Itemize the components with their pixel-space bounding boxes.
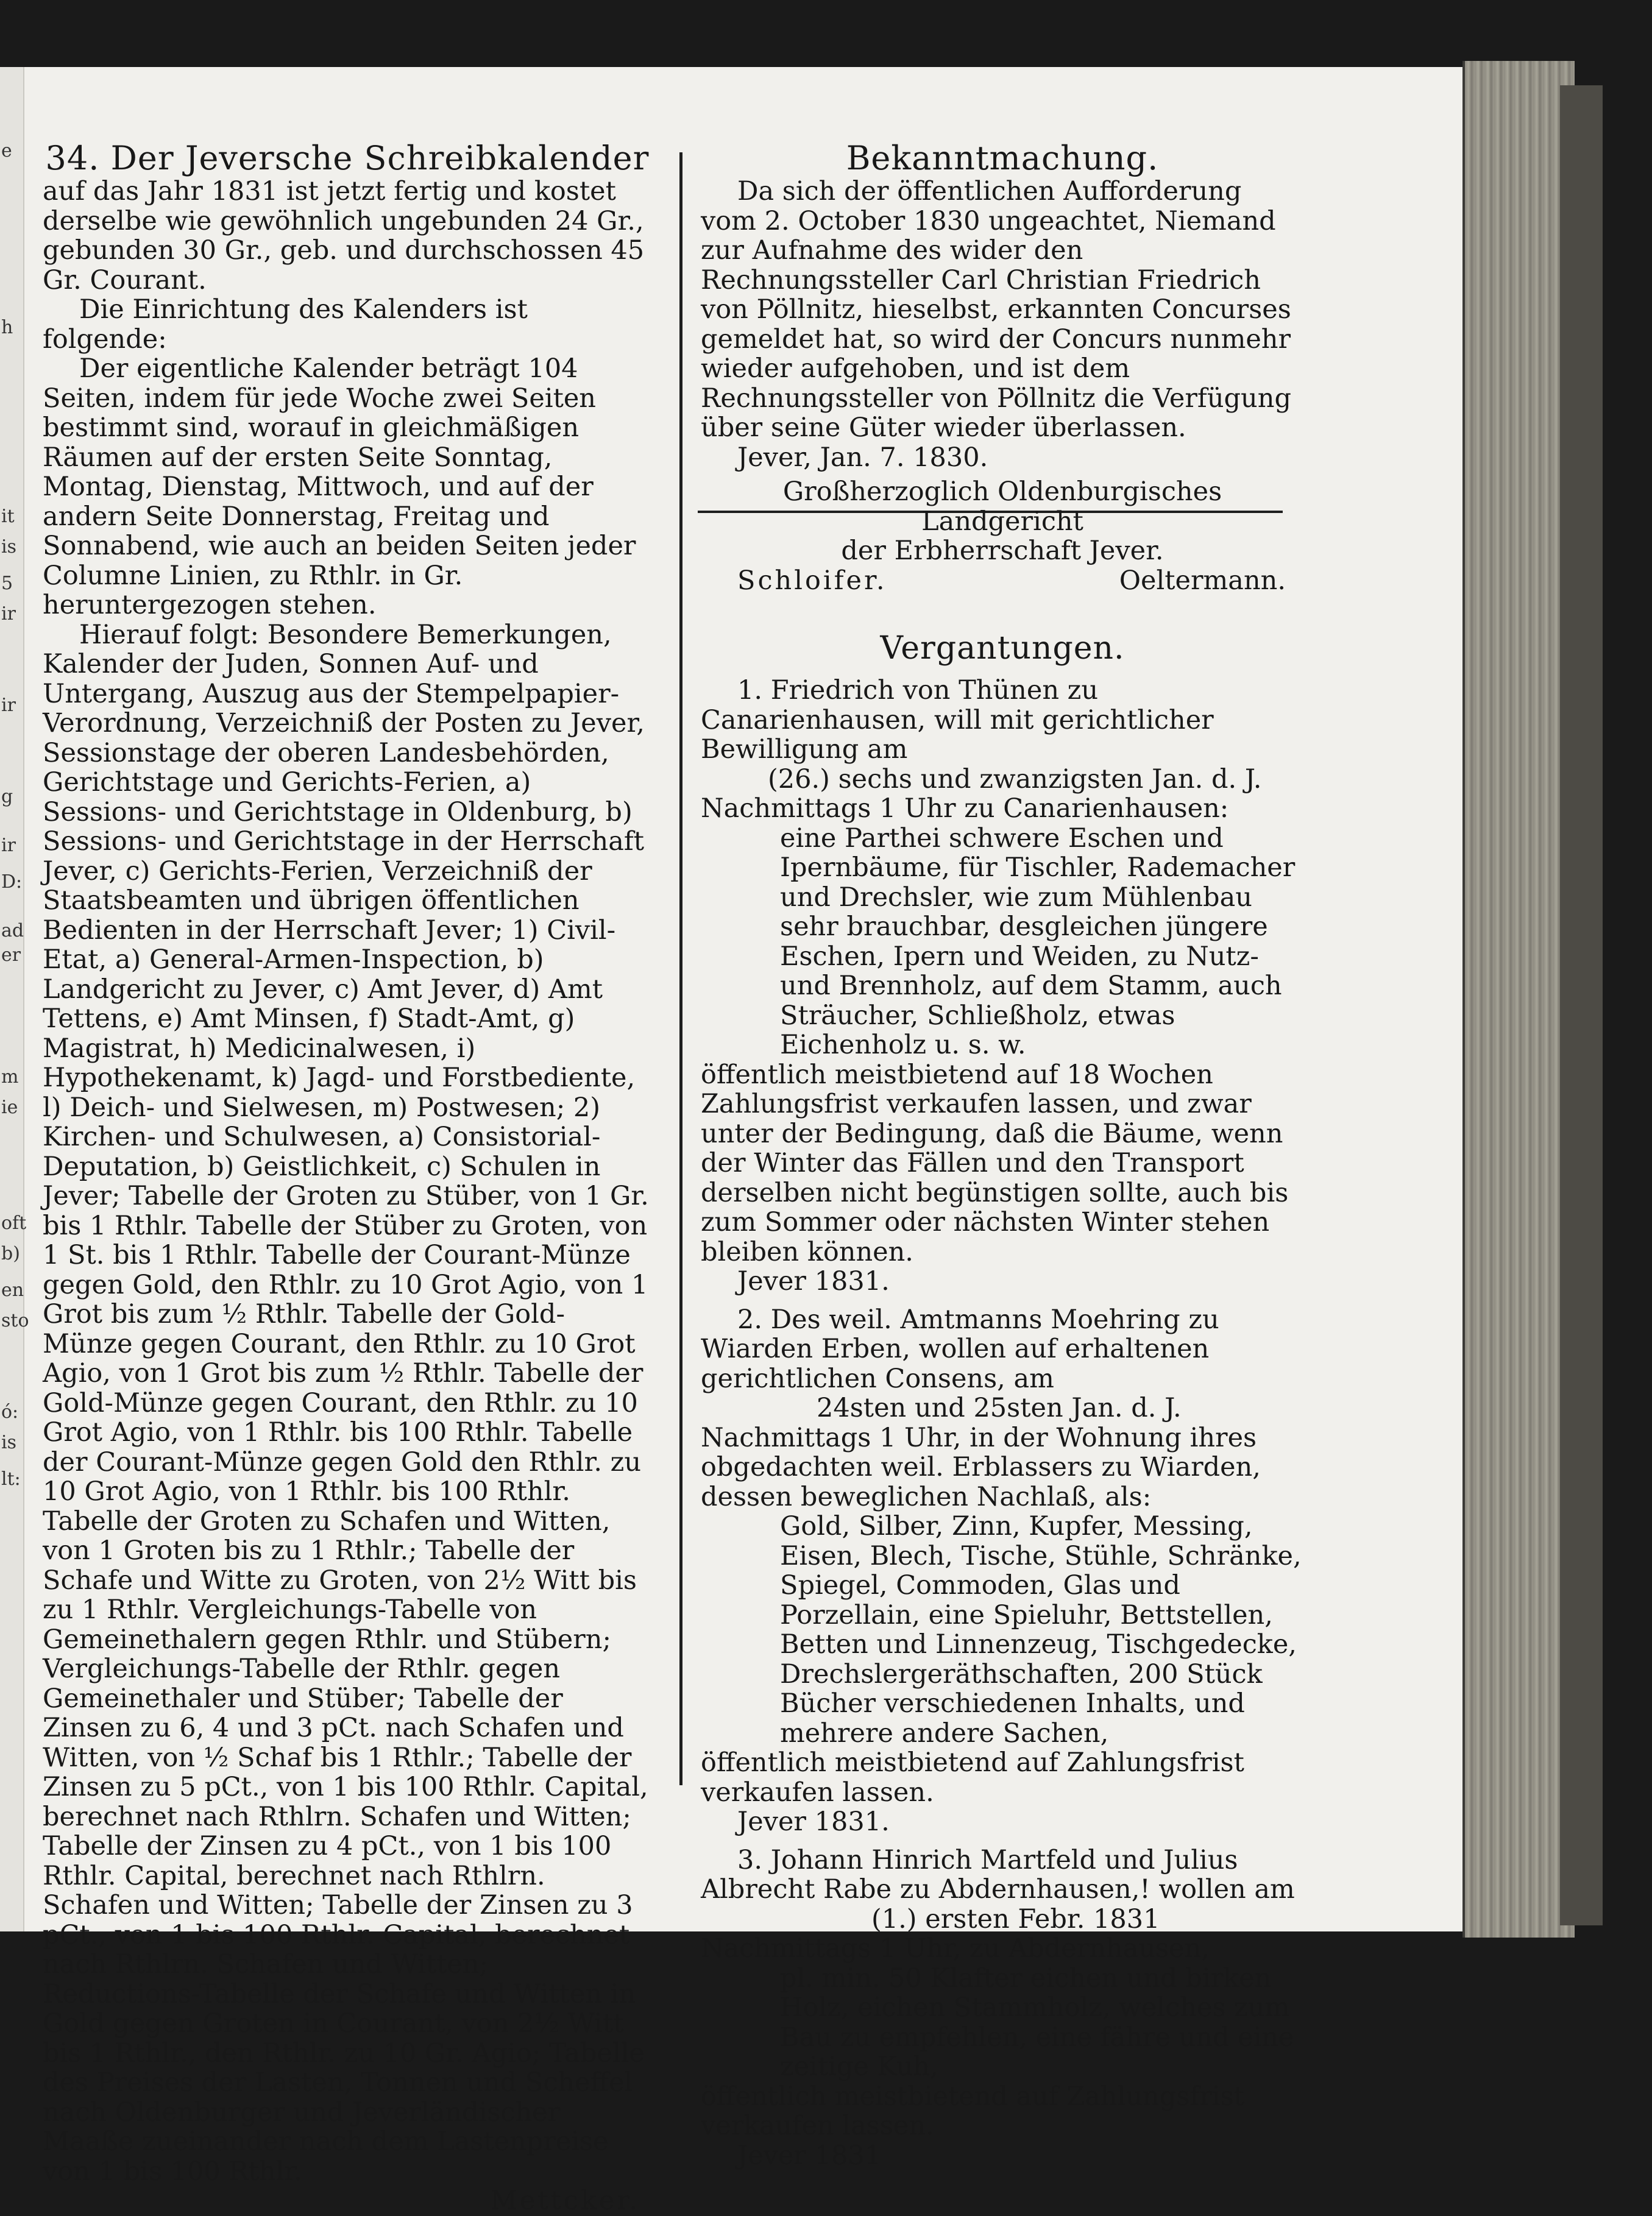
entry-3-place-date: Jever 1831 [737, 2140, 882, 2171]
edge-fragment: it [1, 506, 15, 527]
edge-fragment: h [1, 317, 13, 338]
edge-fragment: ó: [1, 1401, 19, 1423]
notice-title: Bekanntmachung. [846, 139, 1159, 177]
calendar-signature: Mettcker. [490, 2186, 640, 2216]
court-line-1: Großherzoglich Oldenburgisches Landgericht [782, 476, 1222, 537]
left-column [43, 140, 652, 2216]
signature-right: Oeltermann. [1119, 565, 1286, 596]
calendar-paragraph-3: Hierauf folgt: Besondere Bemerkungen, Kalender der Juden, Sonnen Auf- und Untergang, Auszug aus der Stempelpapier-Verordnung, Verzeichniß der Posten zu Jever, Sessionstage der oberen Landesbehörden, Gerichtstage und Gerichts-Ferien, a) Sessions- und Gerichtstage in Oldenburg, b) Sessions- und Gerichtstage in der Herrschaft Jever, c) Gerichts-Ferien, Verzeichniß der Staatsbeamten und übrigen öffentlichen Bedienten in der Herrschaft Jever; 1) Civil-Etat, a) General-Armen-Inspection, b) Landgericht zu Jever, c) Amt Jever, d) Amt Tettens, e) Amt Minsen, f) Stadt-Amt, g) Magistrat, h) Medicinalwesen, i) Hypothekenamt, k) Jagd- und Forstbediente, l) Deich- und Sielwesen, m) Postwesen; 2) Kirchen- und Schulwesen, a) Consistorial-Deputation, b) Geistlichkeit, c) Schulen in Jever; Tabelle der Groten zu Stüber, von 1 Gr. bis 1 Rthlr. Tabelle der Stüber zu Groten, von 1 St. bis 1 Rthlr. Tabelle der Courant-Münze gegen Gold, den Rthlr. zu 10 Grot Agio, von 1 Grot bis zum ½ Rthlr. Tabelle der Gold-Münze gegen Courant, den Rthlr. zu 10 Grot Agio, von 1 Grot bis zum ½ Rthlr. Tabelle der Gold-Münze gegen Courant, den Rthlr. zu 10 Grot Agio, von 1 Rthlr. bis 100 Rthlr. Tabelle der Courant-Münze gegen Gold den Rthlr. zu 10 Grot Agio, von 1 Rthlr. bis 100 Rthlr. Tabelle der Groten zu Schafen und Witten, von 1 Groten bis zu 1 Rthlr.; Tabelle der Schafe und Witte zu Groten, von 2½ Witt bis zu 1 Rthlr. Vergleichungs-Tabelle von Gemeinethalern gegen Rthlr. und Stübern; Vergleichungs-Tabelle der Rthlr. gegen Gemeinethaler und Stüber; Tabelle der Zinsen zu 6, 4 und 3 pCt. nach Schafen und Witten, von ½ Schaf bis 1 Rthlr.; Tabelle der Zinsen zu 5 pCt., von 1 bis 100 Rthlr. Capital, berechnet nach Rthlrn. Schafen und Witten; Tabelle der Zinsen zu 4 pCt., von 1 bis 100 Rthlr. Capital, berechnet nach Rthlrn. Schafen und Witten; Tabelle der Zinsen zu 3 pCt., von 1 bis 100 Rthlr. Capital, berechnet nach Rthlrn. Schafen und Witten; Reductions-Tabelle der Schafe und Witten in Gold gegen Groten in Courant, von 2½ Witt bis 1 Rthlr., den Rthlr. zu 10 Gr. Agio; Tabelle des Preises der Lasten, Tonnen und Scheffel nach Oldenburger und Jeverländischer Maaße zueinander nach dem Lastenpreise von 1 bis 100 Rthlr. [43, 619, 649, 2187]
entry-3-date: (1.) ersten Febr. 1831 [871, 1903, 1160, 1935]
calendar-intro: auf das Jahr 1831 ist jetzt fertig und kostet derselbe wie gewöhnlich ungebunden 24 Gr., gebunden 30 Gr., geb. und durchschossen 45 Gr. Courant. [43, 176, 645, 296]
entry-2-items: Gold, Silber, Zinn, Kupfer, Messing, Eisen, Blech, Tische, Stühle, Schränke, Spiegel, Commoden, Glas und Porzellain, eine Spieluhr, Bettstellen, Betten und Linnenzeug, Tischgedecke, Drechslergeräthschaften, 200 Stück Bücher verschiedenen Inhalts, und mehrere andere Sachen, [780, 1511, 1302, 1749]
entry-1-place-date: Jever 1831. [737, 1266, 890, 1297]
entry-1-terms: öffentlich meistbietend auf 18 Wochen Zahlungsfrist verkaufen lassen, und zwar unter der Bedingung, daß die Bäume, wenn der Winter das Fällen und den Transport derselben nicht begünstigen sollte, auch bis zum Sommer oder nächsten Winter stehen bleiben können. [701, 1059, 1289, 1267]
edge-fragment: ie [1, 1097, 18, 1118]
auction-entry-2 [701, 1305, 1304, 1837]
edge-fragment: D: [1, 871, 23, 893]
book-cover-edge [1560, 85, 1603, 1925]
notice-signatures [701, 566, 1304, 596]
edge-fragment: ir [1, 695, 16, 716]
edge-fragment: b) [1, 1243, 20, 1264]
edge-fragment: er [1, 944, 21, 966]
edge-fragment: is [1, 1432, 16, 1453]
court-line-2: der Erbherrschaft Jever. [841, 536, 1164, 566]
auction-entry-3 [701, 1846, 1304, 2171]
entry-2-time: Nachmittags 1 Uhr, in der Wohnung ihres obgedachten weil. Erblassers zu Wiarden, dessen beweglichen Nachlaß, als: [701, 1422, 1261, 1512]
edge-fragment: ad [1, 920, 24, 941]
entry-1-intro: 1. Friedrich von Thünen zu Canarienhausen, will mit gerichtlicher Bewilligung am [701, 675, 1214, 765]
entry-1-items: eine Parthei schwere Eschen und Ipernbäume, für Tischler, Rademacher und Drechsler, wie zum Mühlenbau sehr brauchbar, desgleichen jüngere Eschen, Ipern und Weiden, zu Nutz- und Brennholz, auf dem Stamm, auch Sträucher, Schließholz, etwas Eichenholz u. s. w. [780, 823, 1296, 1060]
notice-date: Jever, Jan. 7. 1830. [737, 442, 988, 473]
entry-2-intro: 2. Des weil. Amtmanns Moehring zu Wiarden Erben, wollen auf erhaltenen gerichtlichen Consens, am [701, 1304, 1219, 1394]
column-divider [679, 152, 682, 1785]
entry-2-place-date: Jever 1831. [737, 1807, 890, 1837]
notice-text: Da sich der öffentlichen Aufforderung vom 2. October 1830 ungeachtet, Niemand zur Aufnahme des wider den Rechnungssteller Carl Christian Friedrich von Pöllnitz, hieselbst, erkannten Concurses gemeldet hat, so wird der Concurs nunmehr wieder aufgehoben, und ist dem Rechnungssteller von Pöllnitz die Verfügung über seine Güter wieder überlassen. [701, 176, 1291, 443]
edge-fragment: m [1, 1066, 19, 1088]
entry-1-time: Nachmittags 1 Uhr zu Canarienhausen: [701, 793, 1229, 824]
calendar-paragraph-2: Der eigentliche Kalender beträgt 104 Seiten, indem für jede Woche zwei Seiten bestimmt sind, worauf in gleichmäßigen Räumen auf der ersten Seite Sonntag, Montag, Dienstag, Mittwoch, und auf der andern Seite Donnerstag, Freitag und Sonnabend, wie auch an beiden Seiten jeder Columne Linien, zu Rthlr. in Gr. heruntergezogen stehen. [43, 353, 636, 620]
auction-entry-1 [701, 676, 1304, 1297]
calendar-paragraph-1: Die Einrichtung des Kalenders ist folgende: [43, 294, 528, 355]
edge-fragment: en [1, 1280, 24, 1301]
calendar-title: 34. Der Jeversche Schreibkalender [45, 139, 650, 177]
edge-fragment: e [1, 140, 12, 161]
edge-fragment: sto [1, 1310, 29, 1331]
previous-page-edge [0, 67, 29, 1931]
signature-left: Schloifer. [737, 565, 887, 596]
auctions-heading: Vergantungen. [880, 630, 1125, 667]
entry-3-intro: 3. Johann Hinrich Martfeld und Julius Albrecht Rabe zu Abdernhausen,! wollen am [701, 1844, 1295, 1905]
entry-3-items: pl. min. 50 Klafter eichen und birken Holz, eichen Stammholz, welches zum Bau zu empfehlen, eine fähre und eine zeitige Kuh, [780, 1963, 1294, 2082]
entry-3-terms: öffentlich meistbietend auf Zahlungsfrist verkaufen lassen. [701, 2081, 1244, 2141]
entry-2-date: 24sten und 25sten Jan. d. J. [817, 1393, 1182, 1423]
edge-fragment: g [1, 786, 13, 807]
entry-3-time: Nachmittags 1 Uhr, zu Abdernhausen, [701, 1933, 1210, 1964]
edge-fragment: oft [1, 1212, 27, 1234]
edge-fragment: is [1, 536, 16, 558]
edge-fragment: ir [1, 835, 16, 856]
edge-fragment: 5 [1, 573, 13, 594]
book-edge [1462, 61, 1575, 1938]
entry-1-date: (26.) sechs und zwanzigsten Jan. d. J. [768, 763, 1262, 795]
entry-2-terms: öffentlich meistbietend auf Zahlungsfrist verkaufen lassen. [701, 1747, 1244, 1808]
edge-fragment: lt: [1, 1468, 21, 1490]
right-column [701, 140, 1304, 2170]
edge-fragment: ir [1, 603, 16, 625]
